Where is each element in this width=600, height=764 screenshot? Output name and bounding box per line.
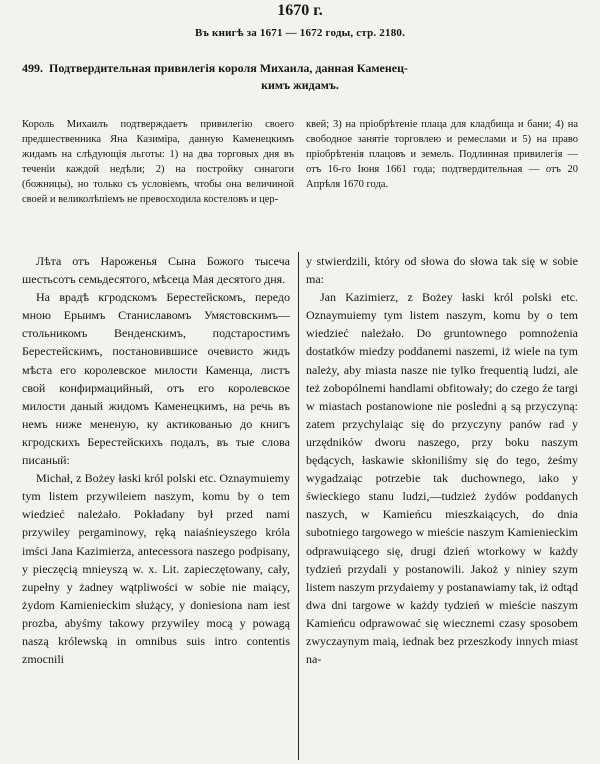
- paragraph-court-record: На врадѣ кгродскомъ Берестейскомъ, передо мною Ерыимъ Станиславомъ Умястовскимъ—стольникомъ Венденскимъ, подстаростимъ Берестейскимъ, постановившисе очевисто жидъ мѣста его королевское милости Каменца, листъ свой конфирмацийный, отъ его королевское милости даный жидомъ Каменецкимъ, на речь въ немъ ниже мененую, ку актикованью до книгъ кгродскихъ Берестейскихъ подалъ, въ тые слова писаный:: [22, 290, 290, 468]
- text-column-left: [22, 252, 290, 668]
- source-reference: Въ книгѣ за 1671 — 1672 годы, стр. 2180.: [194, 27, 406, 39]
- summary-right: квей; 3) на пріобрѣтеніе плаца для кладбища и бани; 4) на свободное занятіе торговлею и ремеслами и 5) на право пріобрѣтенія плацовъ и земель. Подлинная привилегія — отъ 16-го Іюня 1661 года; подтвердительная — отъ 20 Апрѣля 1670 года.: [306, 119, 578, 190]
- text-column-right: [306, 252, 578, 668]
- document-number: 499.: [22, 61, 43, 75]
- paragraph-date: Лѣта отъ Нароженья Сына Божого тысеча шестьсотъ семьдесятого, мѣсеца Мая десятого дня.: [22, 254, 290, 287]
- paragraph-continuation: y stwierdzili, który od słowa do słowa tak się w sobie ma:: [306, 254, 578, 287]
- document-title-line2: кимъ жидамъ.: [261, 78, 339, 92]
- page-year-header: 1670 г.: [277, 2, 323, 19]
- document-title: Подтвердительная привилегія короля Михаила, данная Каменец-: [49, 61, 409, 75]
- column-divider: [298, 252, 299, 760]
- document-heading: [22, 60, 578, 94]
- paragraph-privilege-michal: Michał, z Bożey łaski król polski etc. Oznaymuiemy tym listem przywileiem naszym, komu by o tem wiedzieć należało. Pokładany był przed nami przywiley pergaminowy, ręką naiaśnieyszego króla imści Jana Kazimierza, antecessora naszego podpisany, y pieczęcią mnieyszą w. x. Lit. zapieczętowany, cały, zupełny y żadney wątpliwości w sobie nie maiący, żydom Kamienieckim służący, y doniesiona nam iest prozba, abyśmy takowy przywiley mocą y powagą naszą królewską in omnibus suis intro contentis zmocnili: [22, 471, 290, 667]
- paragraph-privilege-jan-kazimierz: Jan Kazimierz, z Bożey łaski król polski etc. Oznaymuiemy tym listem naszym, komu by o tem wiedzieć należało. Do gruntownego pomnożenia dostatków miedzy poddanemi naszemi, iż wiele na tym należy, aby miasta nasze nie tylko frequentią ludzi, ale też zobopólnemi handlami obfitowały; do czego źe targi w miastach postanowione nie posledni ą są przyczyną: zatem przychylaiąc się do przyczyny panów rad y urzędników dworu naszego, przy boku naszym będących, łaskawie skłoniliśmy się do tego, żeśmy wygadzaiąc potrzebie tak duchownego, iako y świeckiego stanu ludzi,—tudzież żydów poddanych naszych, w Kamieńcu mieszkaiących, do dnia subotniego targowego w mieście naszym Kamienieckim odprawuiącego się, drugi dzień wtorkowy w każdy tydzień przydali y postanowili. Jakoż y niniey szym listem naszym przydaiemy y postanawiamy tak, iż odtąd dwa dni targowe w każdy tydzień w mieście naszym Kamieńcu odprawować się wiecznemi czasy sposobem zwyczaynym maią, iednak bez przeszkody innych miast na-: [306, 290, 578, 667]
- summary-left: Король Михаилъ подтверждаетъ привилегію своего предшественника Яна Казиміра, данную Каменецкимъ жидамъ на слѣдующія льготы: 1) на два торговых дня въ теченіи каждой недѣли; 2) на постройку синагоги (божницы), но только съ условіемъ, чтобы она величиной своей и великолѣпіемъ не превосходила костеловъ и цер-: [22, 119, 294, 205]
